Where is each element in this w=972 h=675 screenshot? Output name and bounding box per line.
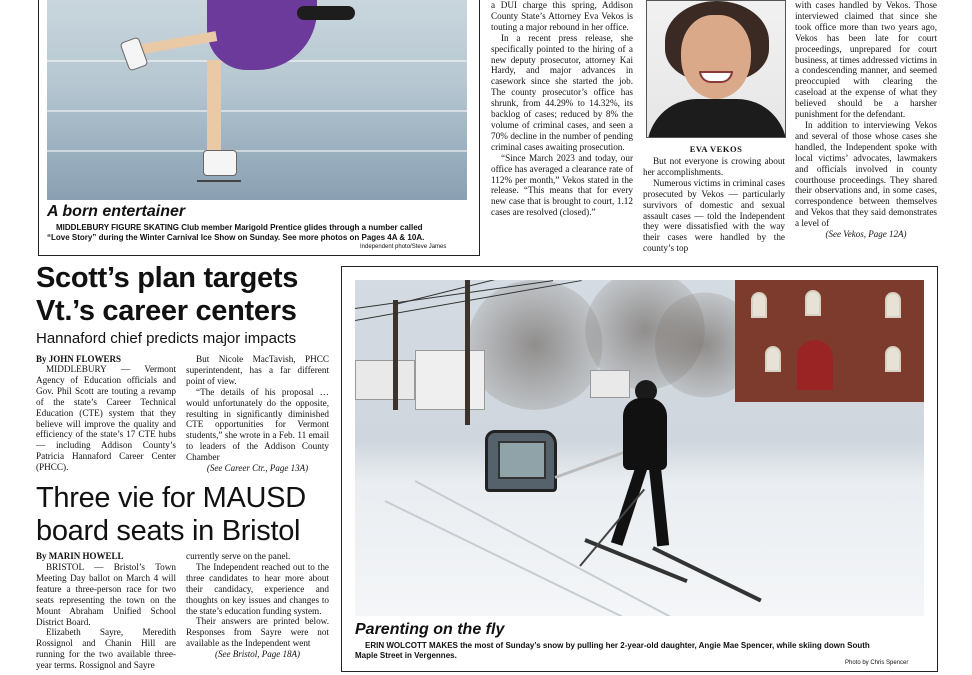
scott-paragraph: MIDDLEBURY — Vermont Agency of Education officials and Gov. Phil Scott are touting a revamp of the state’s Career Technical Education (CTE) system that they believe will improve the quality and efficiency of the state’s 17 CTE hubs — including Addison County’s Patricia Hannaford Career Center (PHCC).	[36, 364, 176, 473]
skating-caption-title: A born entertainer	[47, 203, 186, 220]
snow-photo	[355, 280, 924, 616]
skating-caption-line2: “Love Story” during the Winter Carnival Ice Show on Sunday. See more photos on Pages 4A & 10A.	[47, 233, 425, 242]
scott-deck: Hannaford chief predicts major impacts	[36, 330, 297, 347]
bristol-headline-line2[interactable]: board seats in Bristol	[36, 515, 301, 547]
scott-paragraph: “The details of his proposal … would unfortunately do the opposite, resulting in significantly diminished CTE opportunities for Vermont students,” she wrote in a Feb. 11 email to leaders of the Addison County Chamber	[186, 386, 329, 463]
bristol-paragraph: currently serve on the panel.	[186, 551, 291, 561]
scott-paragraph: But Nicole MacTavish, PHCC superintendent, has a far different point of view.	[186, 354, 329, 386]
bristol-byline: By MARIN HOWELL	[36, 551, 124, 561]
vekos-paragraph: In addition to interviewing Vekos and several of those whose cases she handled, the Independent spoke with local victims’ advocates, lawmakers and officials involved in county courthouse proceedings. They shared their observations and, in some cases, correspondence between themselves and Vekos that they said demonstrates a level of	[795, 119, 937, 229]
vekos-paragraph: a DUI charge this spring, Addison County State’s Attorney Eva Vekos is touting a major rebound in her office.	[491, 0, 633, 32]
bristol-paragraph: Elizabeth Sayre, Meredith Rossignol and Chanin Hill are running for the two available three-year terms. Rossignol and Sayre	[36, 627, 176, 671]
snow-caption-title: Parenting on the fly	[355, 621, 505, 638]
bristol-column-2	[186, 551, 329, 660]
snow-photo-credit: Photo by Chris Spencer	[845, 660, 909, 666]
vekos-column-3	[795, 0, 937, 240]
skating-photo	[47, 0, 467, 200]
bristol-column-1	[36, 562, 176, 671]
eva-vekos-portrait	[646, 0, 786, 138]
church-building	[735, 280, 924, 402]
vekos-paragraph: In a recent press release, she specifically pointed to the hiring of a new deputy prosecutor, attorney Kai Hardy, and major advances in casework since she started the job. The county prosecutor’s office has shrunk, from 44.29% to 14.32%, its backlog of cases; reduced by 8% the volume of criminal cases, and seen a 70% decline in the number of pending criminal cases awaiting prosecution.	[491, 32, 633, 152]
scott-jump-line[interactable]: (See Career Ctr., Page 13A)	[206, 463, 309, 474]
vekos-paragraph: But not everyone is crowing about her accomplishments.	[643, 156, 785, 177]
portrait-caption: EVA VEKOS	[689, 144, 743, 154]
scott-column-2	[186, 354, 329, 474]
scott-headline-line2[interactable]: Vt.’s career centers	[36, 295, 297, 327]
scott-byline: By JOHN FLOWERS	[36, 354, 122, 364]
snow-caption-line1: ERIN WOLCOTT MAKES the most of Sunday’s snow by pulling her 2-year-old daughter, Angie Mae Spencer, while skiing down South	[365, 641, 870, 650]
scott-headline-line1[interactable]: Scott’s plan targets	[36, 262, 299, 294]
vekos-paragraph: with cases handled by Vekos. Those interviewed claimed that since she took office more than two years ago, Vekos has been late for court proceedings, unprepared for court business, at times addressed victims in a condescending manner, and seemed preoccupied with clearing the caseload at the expense of what they believed should be a harsher punishment for the defendant.	[795, 0, 937, 120]
vekos-paragraph: Numerous victims in criminal cases prosecuted by Vekos — particularly survivors of domestic and sexual assault cases — told the Independent they were dissatisfied with the way their cases were handled by the county’s top	[643, 177, 785, 254]
skating-photo-credit: Independent photo/Steve James	[360, 244, 447, 250]
bristol-paragraph: Their answers are printed below. Responses from Sayre were not available as the Independent went	[186, 616, 329, 649]
bristol-jump-line[interactable]: (See Bristol, Page 18A)	[215, 649, 300, 660]
bristol-paragraph: BRISTOL — Bristol’s Town Meeting Day ballot on March 4 will feature a three-person race for two seats representing the town on the Mount Abraham Unified School District Board.	[36, 562, 176, 627]
vekos-jump-line[interactable]: (See Vekos, Page 12A)	[825, 229, 907, 240]
child-chariot	[485, 430, 557, 492]
bristol-paragraph: The Independent reached out to the three candidates to hear more about their candidacy, experience and thoughts on key issues and changes to the state’s education funding system.	[186, 561, 329, 616]
vekos-column-2	[643, 156, 785, 254]
vekos-paragraph: “Since March 2023 and today, our office has averaged a clearance rate of 112% per month,” Vekos stated in the release. “This means that for every new case that is brought to court, 1.12 cases are resolved (closed).”	[491, 152, 633, 218]
skating-caption-line1: MIDDLEBURY FIGURE SKATING Club member Marigold Prentice glides through a number called	[56, 223, 423, 232]
bristol-headline-line1[interactable]: Three vie for MAUSD	[36, 482, 306, 514]
vekos-column-1	[491, 0, 633, 218]
scott-column-1	[36, 364, 176, 473]
snow-caption-line2: Maple Street in Vergennes.	[355, 651, 457, 660]
